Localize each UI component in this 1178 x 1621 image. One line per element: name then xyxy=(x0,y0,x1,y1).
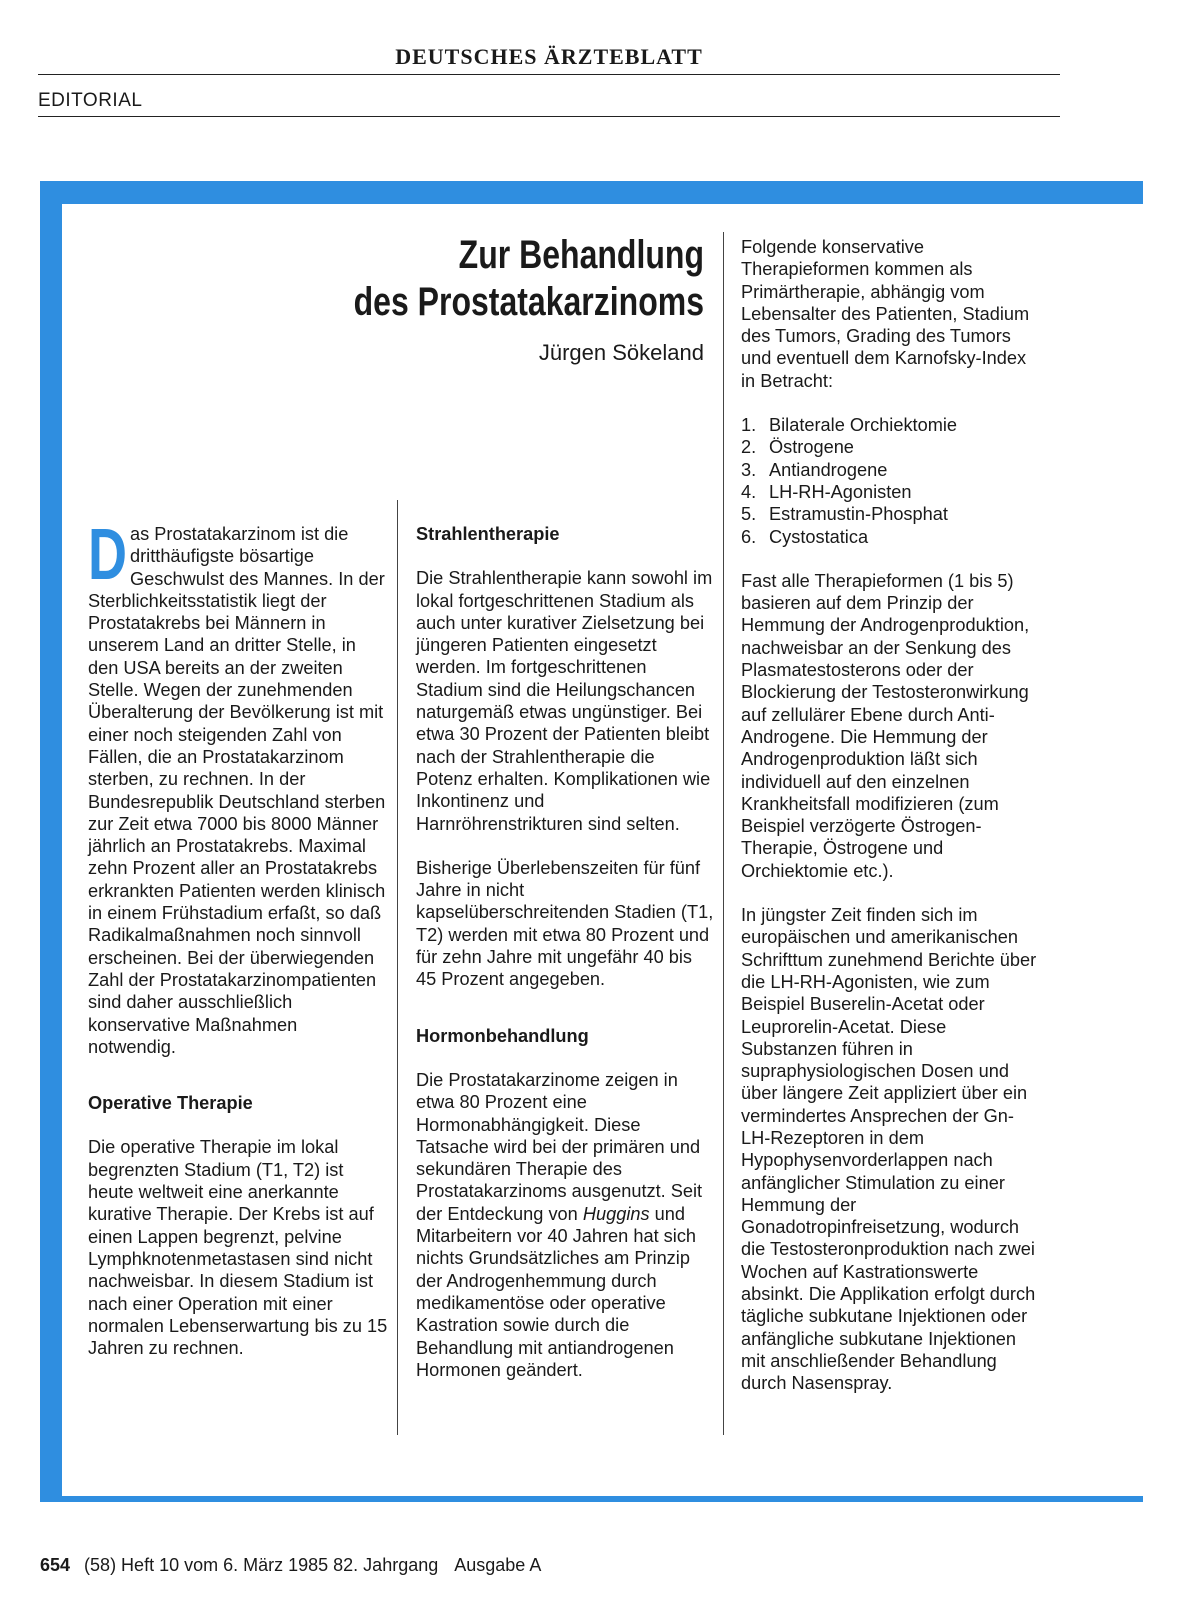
list-item-number: 3. xyxy=(741,459,757,480)
therapy-list xyxy=(741,414,1041,548)
konservativ-text: Folgende konservative Therapieformen kommen als Primärtherapie, abhängig vom Lebensalter des Patienten, Stadium des Tumors, Grading des Tumors und eventuell dem Karnofsky-Index in Betracht: xyxy=(741,237,1030,391)
list-item-number: 6. xyxy=(741,526,757,547)
list-item xyxy=(741,436,1041,458)
list-item xyxy=(741,481,1041,503)
list-item-number: 1. xyxy=(741,415,757,436)
section-rule xyxy=(38,116,1060,117)
section-label: EDITORIAL xyxy=(38,90,143,111)
column-1 xyxy=(88,515,388,1381)
article-title-line2: des Prostatakarzinoms xyxy=(353,280,704,324)
article-author: Jürgen Sökeland xyxy=(538,340,704,365)
strahlen-heading: Strahlentherapie xyxy=(416,524,560,544)
list-item xyxy=(741,459,1041,481)
hormon-text-italic: Huggins xyxy=(582,1203,650,1224)
list-item-label: Cystostatica xyxy=(769,526,869,547)
therapie-formen-text: Fast alle Therapieformen (1 bis 5) basieren auf dem Prinzip der Hemmung der Androgenproduktion, nachweisbar an der Senkung des Plasmatestosterons oder der Blockierung der Testosteronwirkung auf zellulärer Ebene durch Anti-Androgene. Die Hemmung der Androgenproduktion läßt sich individuell auf den einzelnen Krankheitsfall modifizieren (zum Beispiel verzögerte Östrogen-Therapie, Östrogene und Orchiektomie etc.). xyxy=(741,570,1030,881)
column-3 xyxy=(741,236,1041,1417)
juengste-text: In jüngster Zeit finden sich im europäischen und amerikanischen Schrifttum zunehmend Berichte über die LH-RH-Agonisten, wie zum Beispiel Buserelin-Acetat oder Leuprorelin-Acetat. Diese Substanzen führen in supraphysiologischen Dosen und über längere Zeit appliziert über ein vermindertes Ansprechen der Gn-LH-Rezeptoren in dem Hypophysenvorderlappen nach anfänglicher Stimulation zu einer Hemmung der Gonadotropinfreisetzung, wodurch die Testosteronproduktion nach zwei Wochen auf Kastrationswerte absinkt. Die Applikation erfolgt durch tägliche subkutane Injektionen oder anfängliche subkutane Injektionen mit anschließender Behandlung durch Nasenspray. xyxy=(741,905,1037,1394)
list-item xyxy=(741,503,1041,525)
strahlen-text-2: Bisherige Überlebenszeiten für fünf Jahre in nicht kapselüberschreitenden Stadien (T1, T2) werden mit etwa 80 Prozent und für zehn Jahre mit ungefähr 40 bis 45 Prozent angegeben. xyxy=(416,857,714,990)
article-title xyxy=(325,232,704,326)
list-item-number: 4. xyxy=(741,481,757,502)
masthead-rule xyxy=(38,74,1060,75)
list-item-label: Antiandrogene xyxy=(769,459,888,480)
page-number: 654 xyxy=(40,1555,71,1575)
intro-paragraph xyxy=(88,515,388,1058)
operative-heading: Operative Therapie xyxy=(88,1093,253,1114)
column-2 xyxy=(416,523,716,1403)
hormon-heading: Hormonbehandlung xyxy=(416,1025,589,1046)
list-item xyxy=(741,414,1041,436)
list-item-label: Bilaterale Orchiektomie xyxy=(769,415,958,436)
masthead: DEUTSCHES ÄRZTEBLATT xyxy=(395,44,703,69)
column-divider-1 xyxy=(397,500,398,1435)
hormon-text xyxy=(416,1069,716,1381)
intro-text: as Prostatakarzinom ist die dritthäufigste bösartige Geschwulst des Mannes. In der Sterblichkeitsstatistik liegt der Prostatakrebs bei Männern in unserem Land an dritter Stelle, in den USA bereits an der zweiten Stelle. Wegen der zunehmenden Überalterung der Bevölkerung ist mit einer noch steigenden Zahl von Fällen, die an Prostatakarzinom sterben, zu rechnen. In der Bundesrepublik Deutschland sterben zur Zeit etwa 7000 bis 8000 Männer jährlich an Prostatakrebs. Maximal zehn Prozent aller an Prostatakrebs erkrankten Patienten werden klinisch in einem Frühstadium erfaßt, so daß Radikalmaßnahmen noch sinnvoll erscheinen. Bei der überwiegenden Zahl der Prostatakarzinompatienten sind daher ausschließlich konservative Maßnahmen notwendig. xyxy=(88,524,386,1057)
list-item xyxy=(741,526,1041,548)
list-item-label: Östrogene xyxy=(769,437,854,458)
article-title-line1: Zur Behandlung xyxy=(458,233,704,277)
list-item-number: 2. xyxy=(741,437,757,458)
drop-cap: D xyxy=(88,515,127,595)
edition-label: Ausgabe A xyxy=(454,1555,542,1575)
list-item-label: Estramustin-Phosphat xyxy=(769,504,948,525)
issue-info: (58) Heft 10 vom 6. März 1985 82. Jahrgang xyxy=(84,1555,439,1575)
strahlen-text-1: Die Strahlentherapie kann sowohl im lokal fortgeschrittenen Stadium als auch unter kurativer Zielsetzung bei jüngeren Patienten eingesetzt werden. Im fortgeschrittenen Stadium sind die Heilungschancen naturgemäß etwas ungünstiger. Bei etwa 30 Prozent der Patienten bleibt nach der Strahlentherapie die Potenz erhalten. Komplikationen wie Inkontinenz und Harnröhrenstrikturen sind selten. xyxy=(416,568,713,834)
hormon-text-b: und Mitarbeitern vor 40 Jahren hat sich nichts Grundsätzliches am Prinzip der Androgenhemmung durch medikamentöse oder operative Kastration sowie durch die Behandlung mit antiandrogenen Hormonen geändert. xyxy=(416,1203,697,1380)
hormon-text-a: Die Prostatakarzinome zeigen in etwa 80 Prozent eine Hormonabhängigkeit. Diese Tatsache wird bei der primären und sekundären Therapie des Prostatakarzinoms ausgenutzt. Seit der Entdeckung von xyxy=(416,1069,703,1224)
page-footer xyxy=(40,1555,541,1576)
list-item-number: 5. xyxy=(741,504,757,525)
operative-text: Die operative Therapie im lokal begrenzten Stadium (T1, T2) ist heute weltweit eine anerkannte kurative Therapie. Der Krebs ist auf einen Lappen begrenzt, pelvine Lymphknotenmetastasen sind nicht nachweisbar. In diesem Stadium ist nach einer Operation mit einer normalen Lebenserwartung bis zu 15 Jahren zu rechnen. xyxy=(88,1137,388,1359)
column-divider-2 xyxy=(723,232,724,1435)
list-item-label: LH-RH-Agonisten xyxy=(769,481,912,502)
